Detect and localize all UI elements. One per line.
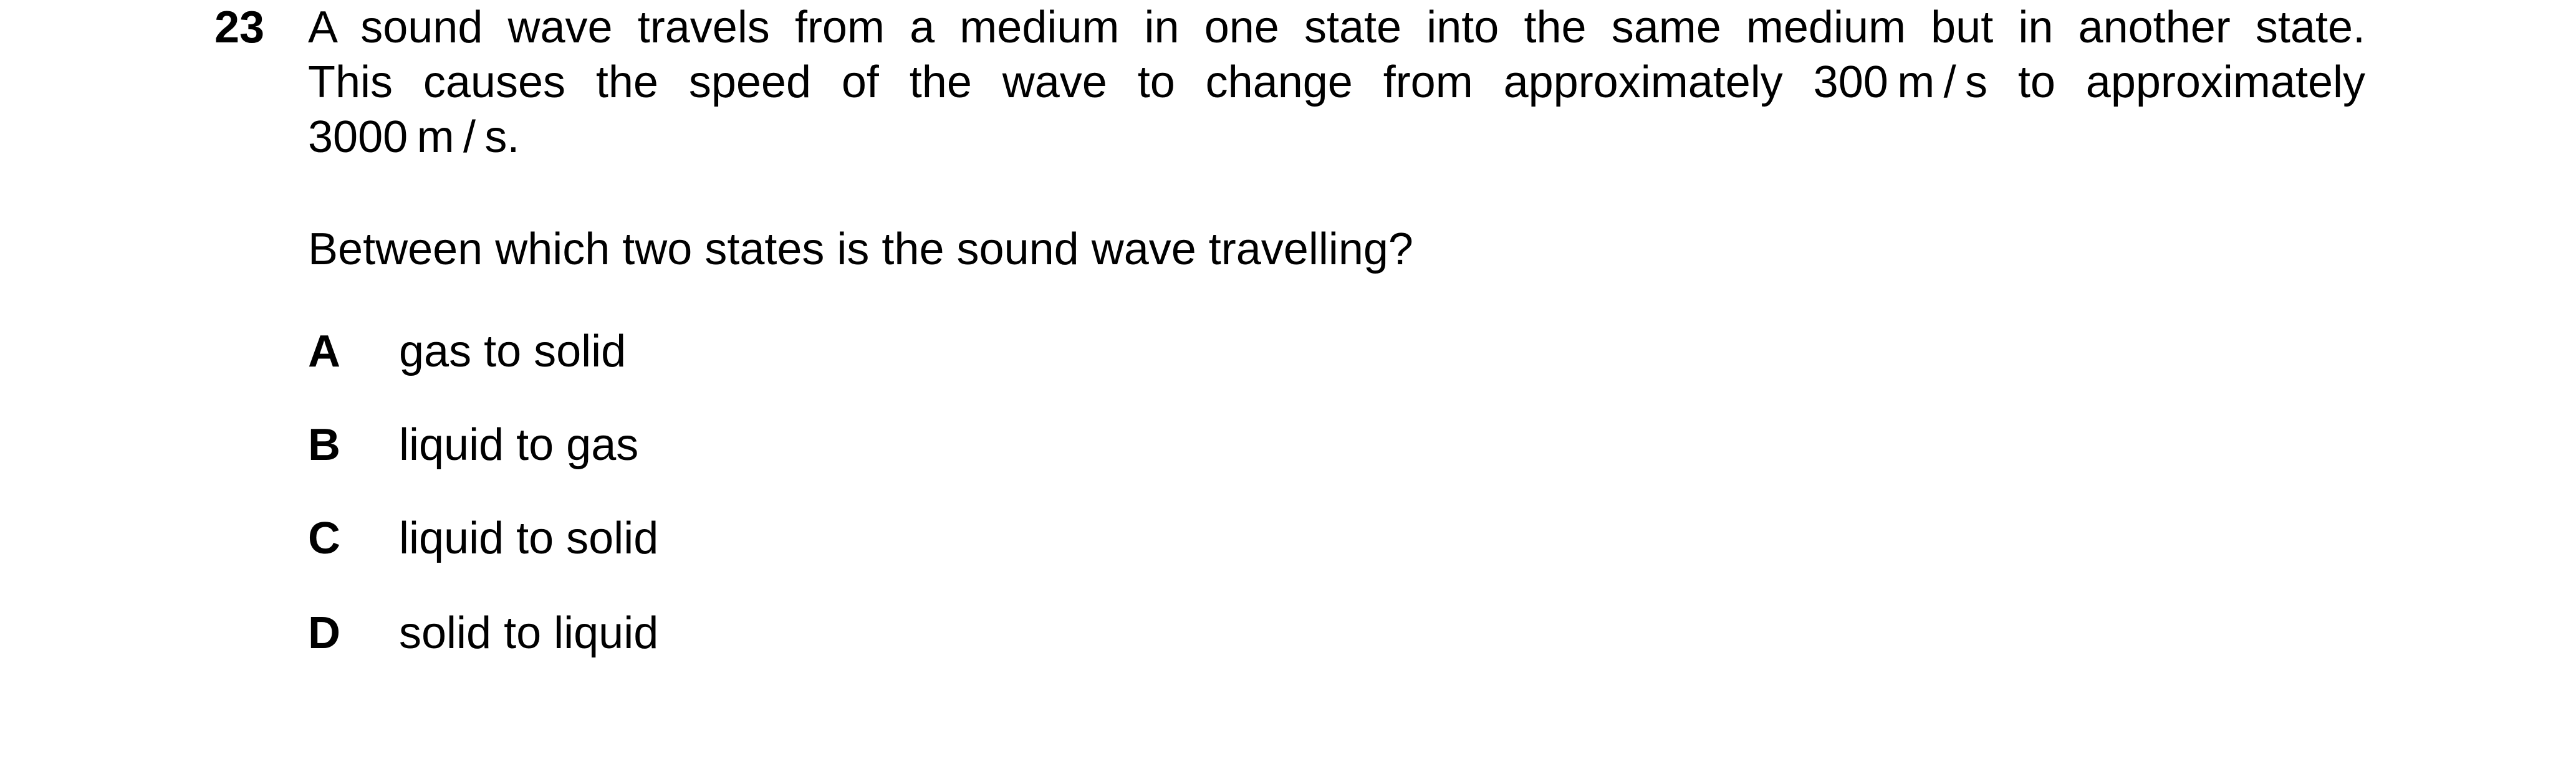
option-a[interactable] [308,324,626,379]
question-prompt: Between which two states is the sound wave travelling? [308,224,1413,274]
option-text: liquid to solid [399,514,659,563]
option-d[interactable] [308,606,658,661]
option-b[interactable] [308,418,638,472]
question-stem [308,0,2365,165]
question-number: 23 [214,2,265,52]
option-text: liquid to gas [399,420,639,470]
option-text: solid to liquid [399,608,659,658]
option-text: gas to solid [399,327,627,376]
stem-line: This causes the speed of the wave to change from approximately 300 m / s to approximately [308,57,2365,107]
stem-line: 3000 m / s. [308,112,520,162]
option-letter: A [308,327,340,376]
option-c[interactable] [308,511,658,566]
stem-line: A sound wave travels from a medium in one state into the same medium but in another state. [308,2,2365,52]
option-letter: B [308,420,340,470]
option-letter: D [308,608,340,658]
option-letter: C [308,514,340,563]
